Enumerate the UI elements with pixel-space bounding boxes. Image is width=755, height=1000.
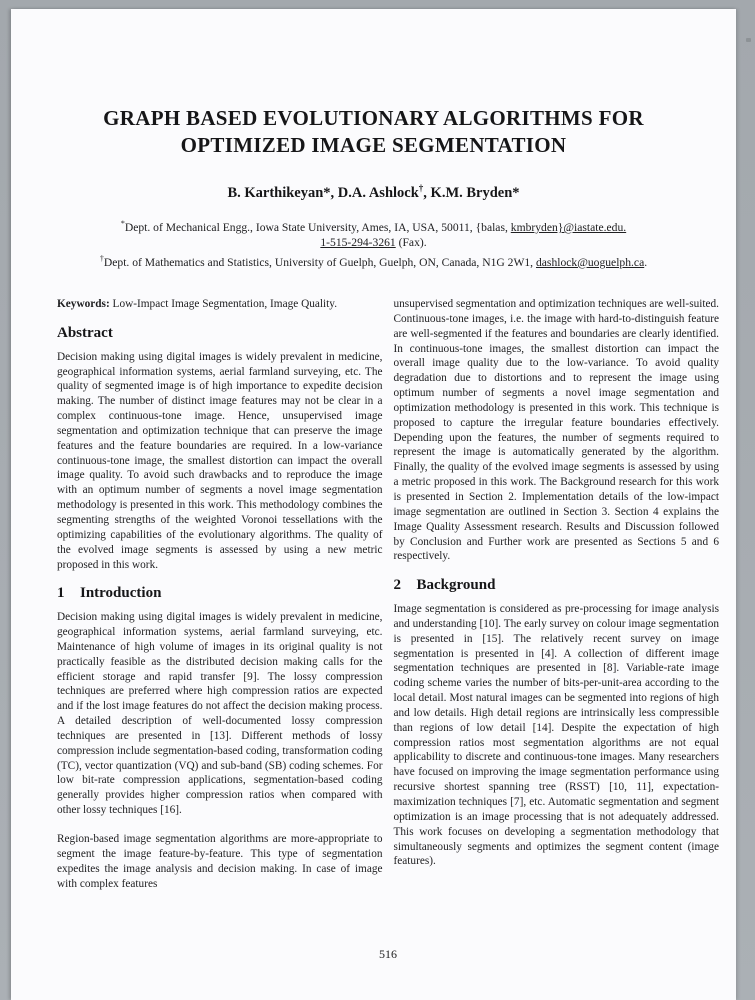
affiliation3-text: Dept. of Mathematics and Statistics, University of Guelph, Guelph, ON, Canada, N1G 2W1, [103, 255, 536, 269]
right-column [394, 297, 720, 905]
keywords-label: Keywords: [57, 298, 110, 310]
section-number-2: 2 [393, 577, 401, 594]
introduction-paragraph-2: Region-based image segmentation algorithms are more-appropriate to segment the image feature-by-feature. This type of segmentation expedites the image analysis and decision making. In case of image with complex features [57, 833, 383, 890]
paper-title [11, 105, 736, 159]
affiliations-block [11, 216, 736, 270]
authors-part1: B. Karthikeyan*, D.A. Ashlock [227, 184, 419, 201]
keywords-line [57, 297, 383, 312]
authors-part2: , K.M. Bryden* [423, 184, 520, 201]
introduction-heading-label: Introduction [80, 585, 162, 602]
affiliation-line-2 [11, 235, 736, 251]
authors-line [11, 183, 736, 202]
right-column-paragraph-1: unsupervised segmentation and optimization techniques are well-suited. Continuous-tone images, i.e. the image with hard-to-distinguish feature are well-segmented if the features and boundaries are clearly identified. In continuous-tone images, the smallest distortion can impact the overall image quality due to the low-variance. To avoid quality degradation due to distortions and to represent the image using optimum number of segments a novel image segmentation and optimization methodology is presented in this work. This technique is proposed to capture the irregular feature boundaries effectively. Depending upon the features, the number of segments required to represent the image is automatically generated by the algorithm. Finally, the quality of the evolved image segments is assessed by using a metric proposed in this work. The Background research for this work is presented in Section 2. Implementation details of the low-impact image segmentation are outlined in Section 3. Section 4 explains the Image Quality Assessment research. Results and Discussion followed by Conclusion and Further work are presented as Sections 5 and 6 respectively. [393, 298, 719, 563]
fax-label: (Fax). [395, 236, 427, 250]
affiliation3-period: . [644, 255, 648, 269]
affiliation-line-3 [11, 251, 736, 270]
scan-artifact [746, 38, 751, 42]
two-column-body [57, 297, 719, 905]
left-column [57, 297, 383, 905]
affiliation-line-1 [11, 216, 736, 235]
background-paragraph: Image segmentation is considered as pre-processing for image analysis and understanding [10]. The early survey on colour image segmentation is presented in [15]. The relatively recent survey on image segmentation is presented in [4]. A collection of different image segmentation techniques are presented in [8]. Variable-rate image coding scheme varies the number of bits-per-unit-area according to the local detail. Most natural images can be segmented into regions of high and low details. High detail regions are intrinsically less compressible than regions of low detail [14]. Despite the expectation of high compression ratios most segmentation algorithms are not equal applicability to discrete and continuous-tone images. Many researchers have focused on improving the image segmentation performance using recursive shortest spanning tree (RSST) [10, 11], expectation-maximization techniques [7], etc. Automatic segmentation and segment optimization is an image processing that is not adequately addressed. This work focuses on developing a segmentation methodology that simultaneously segments and optimizes the segment content (image features). [393, 603, 719, 868]
page-number: 516 [379, 947, 397, 961]
affiliation3-email: dashlock@uoguelph.ca [535, 255, 645, 269]
paper-page [11, 9, 736, 1000]
affiliation1-text: Dept. of Mechanical Engg., Iowa State University, Ames, IA, USA, 50011, {balas, [124, 220, 511, 234]
affiliation1-email: kmbryden}@iastate.edu. [510, 220, 627, 234]
keywords-text: Low-Impact Image Segmentation, Image Quality. [109, 298, 338, 310]
background-heading-label: Background [416, 577, 496, 594]
introduction-heading [57, 586, 383, 601]
author-dagger-mark: † [418, 183, 424, 193]
fax-number: 1-515-294-3261 [320, 236, 396, 250]
section-number-1: 1 [57, 585, 65, 602]
abstract-paragraph: Decision making using digital images is widely prevalent in medicine, geographical information systems, aerial farmland surveying, etc. The quality of segmented image is of high importance to expedite decision making. The number of distinct image features may not be clear in a complex continuous-tone image. Hence, unsupervised image segmentation and optimization technique that can preserve the image features and the feature boundaries are required. In a low-variance continuous-tone image, the smallest distortion can impact the overall image quality. To avoid such drawbacks and to reproduce the image with an optimum number of segments a novel image segmentation methodology is presented in this work. This methodology combines the segmenting strengths of the weighted Voronoi tessellations with the optimizing capabilities of the evolutionary algorithms. The quality of the evolved image segments is assessed by using a new metric proposed in this work. [57, 350, 383, 571]
affiliation1-star-mark: * [120, 218, 125, 228]
introduction-paragraph-1: Decision making using digital images is widely prevalent in medicine, geographical information systems, aerial farmland surveying, etc. Maintenance of high volume of images in its original quality is not practically feasible as the distributed decision making calls for the efficient storage and rapid transfer [9]. The lossy compression techniques are preferred where high compression ratios are expected and if the lost image features do not affect the decision making process. A detailed description of well-documented lossy compression techniques are presented in [13]. Different methods of lossy compression include segmentation-based coding, transformation coding (TC), vector quantization (VQ) and sub-band (SB) coding schemes. For low bit-rate compression applications, segmentation-based coding generally provides higher compression ratios when compared with other lossy techniques [16]. [57, 611, 383, 817]
background-heading [394, 578, 720, 593]
paper-title-line2: OPTIMIZED IMAGE SEGMENTATION [180, 133, 567, 157]
abstract-heading: Abstract [57, 324, 113, 341]
paper-title-line1: GRAPH BASED EVOLUTIONARY ALGORITHMS FOR [103, 106, 644, 130]
affiliation3-dagger-mark: † [99, 253, 104, 263]
